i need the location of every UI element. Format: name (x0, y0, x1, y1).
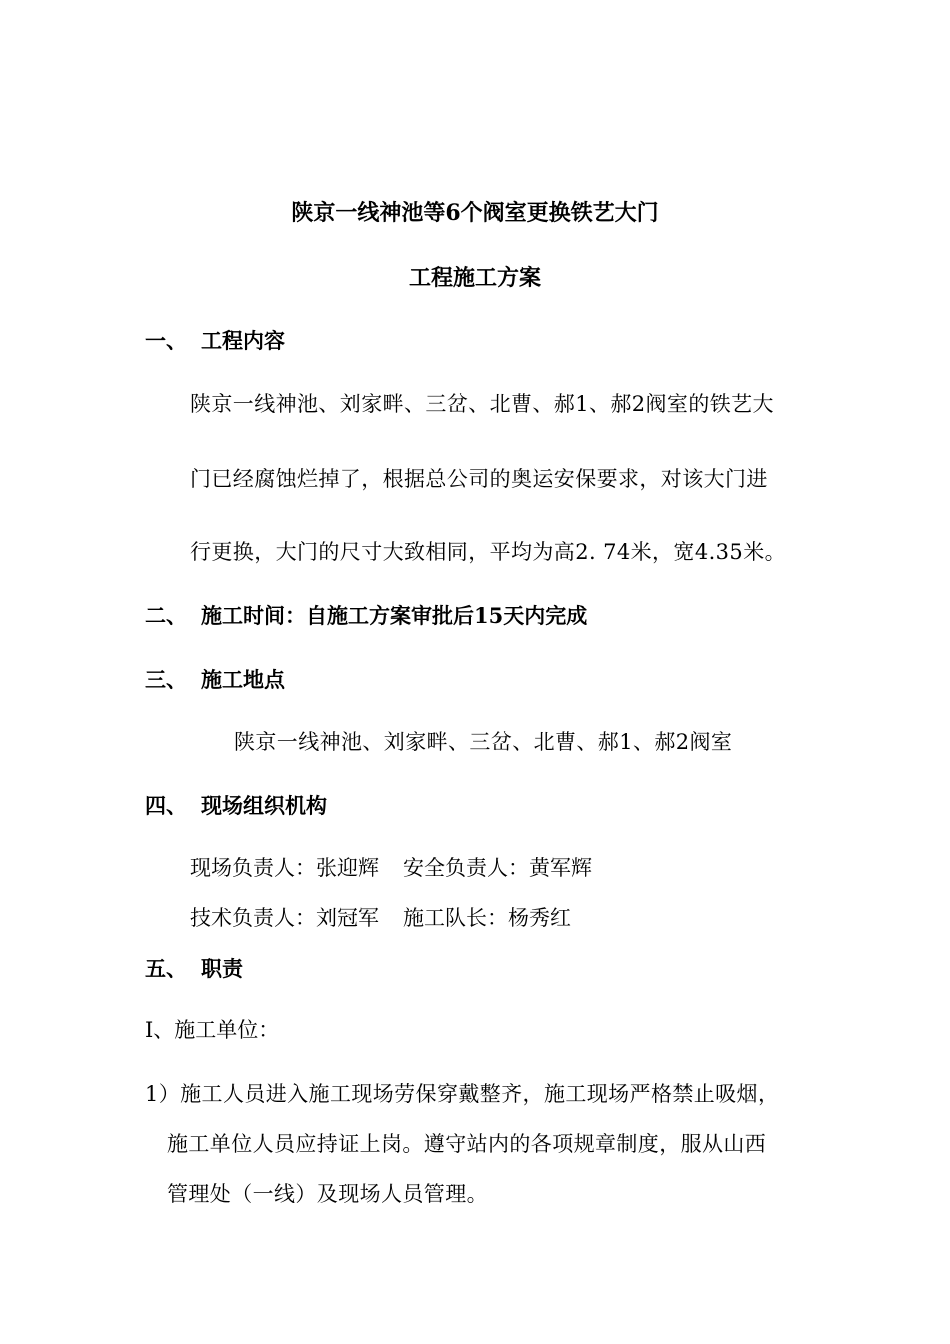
section-1-title: 工程内容 (201, 328, 285, 353)
section-3-location-text: 陕京一线神池、刘家畔、三岔、北曹、郝1、郝2阀室 (234, 730, 733, 754)
section-1-para-line-1: 陕京一线神池、刘家畔、三岔、北曹、郝1、郝2阀室的铁艺大 (190, 392, 774, 416)
organization-row-2 (190, 904, 571, 932)
section-4-number: 四、 (145, 793, 187, 818)
section-2-number: 二、 (145, 603, 187, 628)
duty-item-1-line-1: 1）施工人员进入施工现场劳保穿戴整齐，施工现场严格禁止吸烟， (145, 1082, 780, 1106)
section-3-title: 施工地点 (201, 667, 285, 692)
section-5-title: 职责 (201, 956, 243, 981)
section-5-subheading: I、施工单位： (145, 1018, 280, 1042)
section-2-heading (145, 602, 587, 630)
organization-row-1 (190, 854, 592, 882)
section-4-heading (145, 792, 327, 820)
section-3-heading (145, 666, 285, 694)
construction-team-leader: 施工队长：杨秀红 (403, 906, 571, 930)
duty-item-1-line-2: 施工单位人员应持证上岗。遵守站内的各项规章制度，服从山西 (167, 1132, 767, 1156)
section-1-number: 一、 (145, 328, 187, 353)
section-4-title: 现场组织机构 (201, 793, 327, 818)
technical-manager: 技术负责人：刘冠军 (190, 906, 379, 930)
section-5-heading (145, 955, 243, 983)
section-1-para-line-3: 行更换，大门的尺寸大致相同，平均为高2. 74米，宽4.35米。 (190, 540, 786, 564)
section-1-heading (145, 327, 285, 355)
doc-title-line-1: 陕京一线神池等6个阀室更换铁艺大门 (291, 200, 659, 226)
safety-manager: 安全负责人：黄军辉 (403, 856, 592, 880)
section-2-title: 施工时间：自施工方案审批后15天内完成 (201, 603, 588, 628)
section-1-para-line-2: 门已经腐蚀烂掉了，根据总公司的奥运安保要求，对该大门进 (190, 467, 768, 491)
site-manager: 现场负责人：张迎辉 (190, 856, 379, 880)
duty-item-1-line-3: 管理处（一线）及现场人员管理。 (167, 1182, 488, 1206)
section-3-number: 三、 (145, 667, 187, 692)
section-5-number: 五、 (145, 956, 187, 981)
doc-title-line-2: 工程施工方案 (408, 265, 541, 291)
